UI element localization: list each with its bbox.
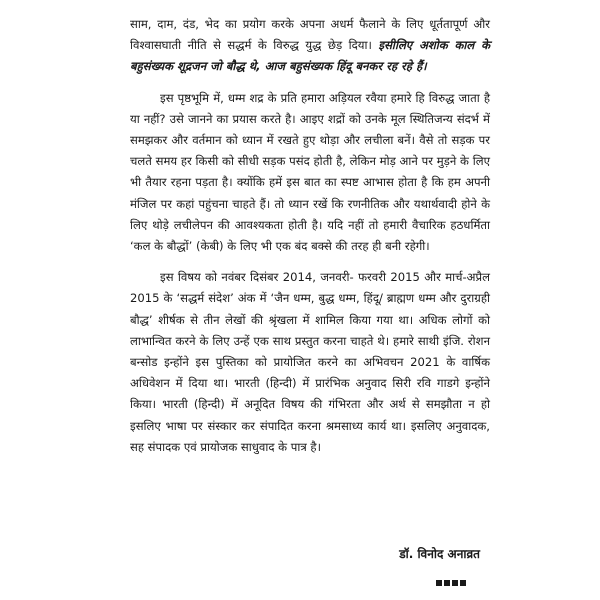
square-mark (436, 580, 442, 586)
paragraph-1-text: साम, दाम, दंड, भेद का प्रयोग करके अपना अधर्म फैलाने के लिए धूर्ततापूर्ण और विश्वासघाती नीति से सद्धर्म के विरुद्ध युद्ध छेड़ दिया। (130, 17, 490, 53)
square-mark (452, 580, 458, 586)
paragraph-2: इस पृष्ठभूमि में, धम्म शद्र के प्रति हमारा अड़ियल रवैया हमारे हि विरुद्ध जाता है या नहीं? उसे जानने का प्रयास करते है। आइए शद्रों को उनके मूल स्थितिजन्य संदर्भ में समझकर और वर्तमान को ध्यान में रखते हुए थोड़ा और लचीला बनें। वैसे तो सड़क पर चलते समय हर किसी को सीधी सड़क पसंद होती है, लेकिन मोड़ आने पर मुड़ने के लिए भी तैयार रहना पड़ता है। क्योंकि हमें इस बात का स्पष्ट आभास होता है कि हम अपनी मंजिल पर कहां पहुंचना चाहते हैं। तो ध्यान रखें कि रणनीतिक और यथार्थवादी होने के लिए थोड़े लचीलेपन की आवश्यकता होती है। यदि नहीं तो हमारी वैचारिक हठधर्मिता ‘कल के बौद्धों’ (केबी) के लिए भी एक बंद बक्से की तरह ही बनी रहेगी। (130, 90, 490, 254)
paragraph-3: इस विषय को नवंबर दिसंबर 2014, जनवरी- फरवरी 2015 और मार्च-अप्रैल 2015 के ‘सद्धर्म संदेश’ अंक में ‘जैन धम्म, बुद्ध धम्म, हिंदू/ ब्राह्मण धम्म और दुराग्रही बौद्ध’ शीर्षक से तीन लेखों की श्रृंखला में शामिल किया गया था। अधिक लोगों को लाभान्वित करने के लिए उन्हें एक साथ प्रस्तुत करना चाहते थे। हमारे साथी इंजि. रोशन बन्सोड इन्होंने इस पुस्तिका को प्रायोजित करने का अभिवचन 2021 के वार्षिक अधिवेशन में दिया था। भारती (हिन्दी) में प्रारंभिक अनुवाद सिरी रवि गाडगे इन्होंने किया। भारती (हिन्दी) में अनूदित विषय की गंभिरता और अर्थ से समझौता न हो इसलिए भाषा पर संस्कार कर संपादित करना श्रमसाध्य कार्य था। इसलिए अनुवादक, सह संपादक एवं प्रायोजक साधुवाद के पात्र है। (130, 270, 490, 454)
author-signature: डॉ. विनोद अनाव्रत (399, 547, 480, 561)
paragraph-1-emphasis: इसीलिए अशोक काल के बहुसंख्यक शूद्रजन जो बौद्ध थे, आज बहुसंख्यक हिंदू बनकर रह रहे हैं। (130, 38, 490, 74)
square-mark (460, 580, 466, 586)
paragraph-1 (130, 14, 490, 78)
square-mark (444, 580, 450, 586)
end-of-section-marks (436, 580, 466, 586)
document-body (130, 14, 490, 458)
